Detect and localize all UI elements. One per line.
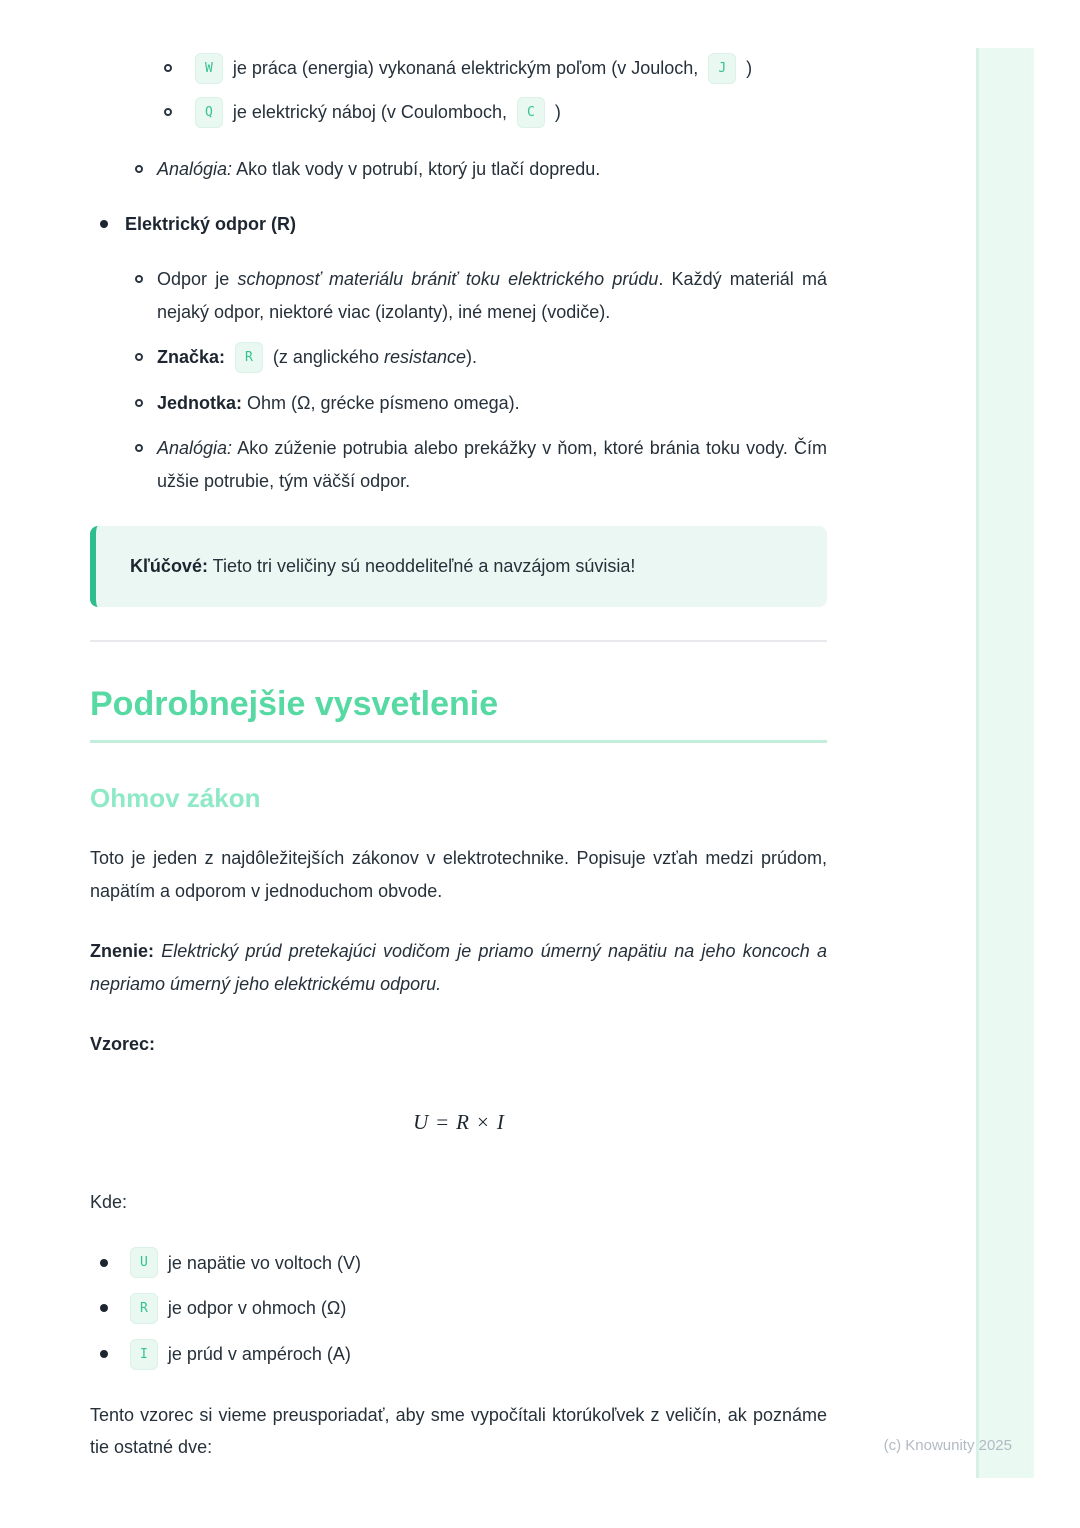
intro-paragraph: Toto je jeden z najdôležitejších zákonov v elektrotechnike. Popisuje vzťah medzi prúdom, napätím a odporom v jednoduchom obvode.	[90, 848, 827, 901]
formula-var-u: U	[413, 1110, 429, 1135]
ohms-law-formula	[90, 1104, 827, 1142]
list-item-text: ).	[466, 347, 478, 368]
circle-bullet-icon	[135, 444, 143, 452]
circle-bullet-icon	[135, 353, 143, 361]
circle-bullet-icon	[164, 64, 172, 72]
code-chip: J	[708, 53, 736, 84]
list-item-text: Ohm (Ω, grécke písmeno omega).	[247, 392, 520, 413]
statement-paragraph	[90, 935, 827, 1000]
list-item-text: je práca (energia) vykonaná elektrickým poľom (v Jouloch,	[232, 58, 699, 78]
list-item	[90, 1292, 827, 1325]
list-heading	[90, 208, 827, 240]
formula-label: Vzorec:	[90, 1033, 156, 1054]
formula-var-r: R	[456, 1110, 469, 1135]
code-chip: R	[235, 342, 263, 373]
disc-bullet-icon	[100, 1350, 108, 1358]
list-item	[90, 52, 827, 85]
section-title-underline	[90, 740, 827, 743]
section-title: Podrobnejšie vysvetlenie	[90, 685, 499, 724]
list-item	[90, 96, 827, 129]
list-heading-text: Elektrický odpor (R)	[125, 213, 297, 234]
code-chip: R	[130, 1293, 158, 1324]
term-label: Jednotka:	[157, 392, 243, 413]
closing-paragraph: Tento vzorec si vieme preusporiadať, aby sme vypočítali ktorúkoľvek z veličín, ak poznáme tie ostatné dve:	[90, 1404, 827, 1458]
callout-text: Tieto tri veličiny sú neoddeliteľné a navzájom súvisia!	[212, 555, 636, 576]
list-item	[90, 341, 827, 374]
document-content	[90, 0, 827, 1464]
list-item	[90, 263, 827, 328]
statement-text: Elektrický prúd pretekajúci vodičom je priamo úmerný napätiu na jeho koncoch a nepriamo úmerný jeho elektrickému odporu.	[90, 941, 827, 994]
section-divider	[90, 640, 827, 642]
code-chip: Q	[195, 97, 223, 128]
list-item-text: Ako tlak vody v potrubí, ktorý ju tlačí dopredu.	[236, 158, 601, 179]
definition-sublist	[90, 52, 827, 185]
list-item-italic: schopnosť materiálu brániť toku elektrického prúdu	[237, 269, 659, 290]
list-item	[90, 1338, 827, 1371]
variables-list	[90, 1247, 827, 1371]
list-item-text: . Každý materiál má nejaký odpor, niektoré viac (izolanty), iné menej (vodiče).	[157, 269, 827, 322]
code-chip: U	[130, 1247, 158, 1278]
disc-bullet-icon	[100, 1304, 108, 1312]
list-item-text: Odpor je	[157, 269, 230, 290]
resistance-sublist	[90, 263, 827, 497]
circle-bullet-icon	[135, 275, 143, 283]
circle-bullet-icon	[164, 108, 172, 116]
code-chip: I	[130, 1339, 158, 1370]
resistance-list	[90, 208, 827, 240]
analogy-label: Analógia:	[157, 158, 233, 179]
callout-label: Kľúčové:	[130, 555, 208, 576]
list-item-text: je prúd v ampéroch (A)	[167, 1344, 351, 1364]
formula-equals: =	[436, 1110, 449, 1135]
analogy-label: Analógia:	[157, 438, 233, 459]
disc-bullet-icon	[100, 220, 108, 228]
list-item	[90, 432, 827, 497]
list-item	[90, 153, 827, 185]
list-item-italic: resistance	[383, 347, 467, 368]
formula-var-i: I	[496, 1110, 504, 1135]
list-item-text: je elektrický náboj (v Coulomboch,	[232, 101, 507, 122]
list-item-text: (z anglického	[272, 347, 379, 368]
subsection-title: Ohmov zákon	[90, 783, 261, 814]
list-item-text: )	[554, 101, 561, 122]
circle-bullet-icon	[135, 399, 143, 407]
copyright-watermark: (c) Knowunity 2025	[883, 1437, 1012, 1454]
right-accent-bar	[976, 48, 1034, 1478]
disc-bullet-icon	[100, 1259, 108, 1267]
circle-bullet-icon	[135, 165, 143, 173]
list-item-text: Ako zúženie potrubia alebo prekážky v ňom, ktoré bránia toku vody. Čím užšie potrubie, tým väčší odpor.	[157, 438, 827, 491]
list-item	[90, 387, 827, 419]
key-callout	[90, 526, 827, 607]
list-item-text: )	[746, 58, 753, 78]
statement-label: Znenie:	[90, 941, 155, 962]
term-label: Značka:	[157, 347, 226, 368]
where-label: Kde:	[90, 1192, 128, 1213]
list-item	[90, 1247, 827, 1280]
code-chip: C	[517, 97, 545, 128]
formula-times: ×	[477, 1110, 489, 1135]
list-item-text: je napätie vo voltoch (V)	[167, 1252, 361, 1273]
code-chip: W	[195, 53, 223, 84]
list-item-text: je odpor v ohmoch (Ω)	[167, 1298, 347, 1319]
